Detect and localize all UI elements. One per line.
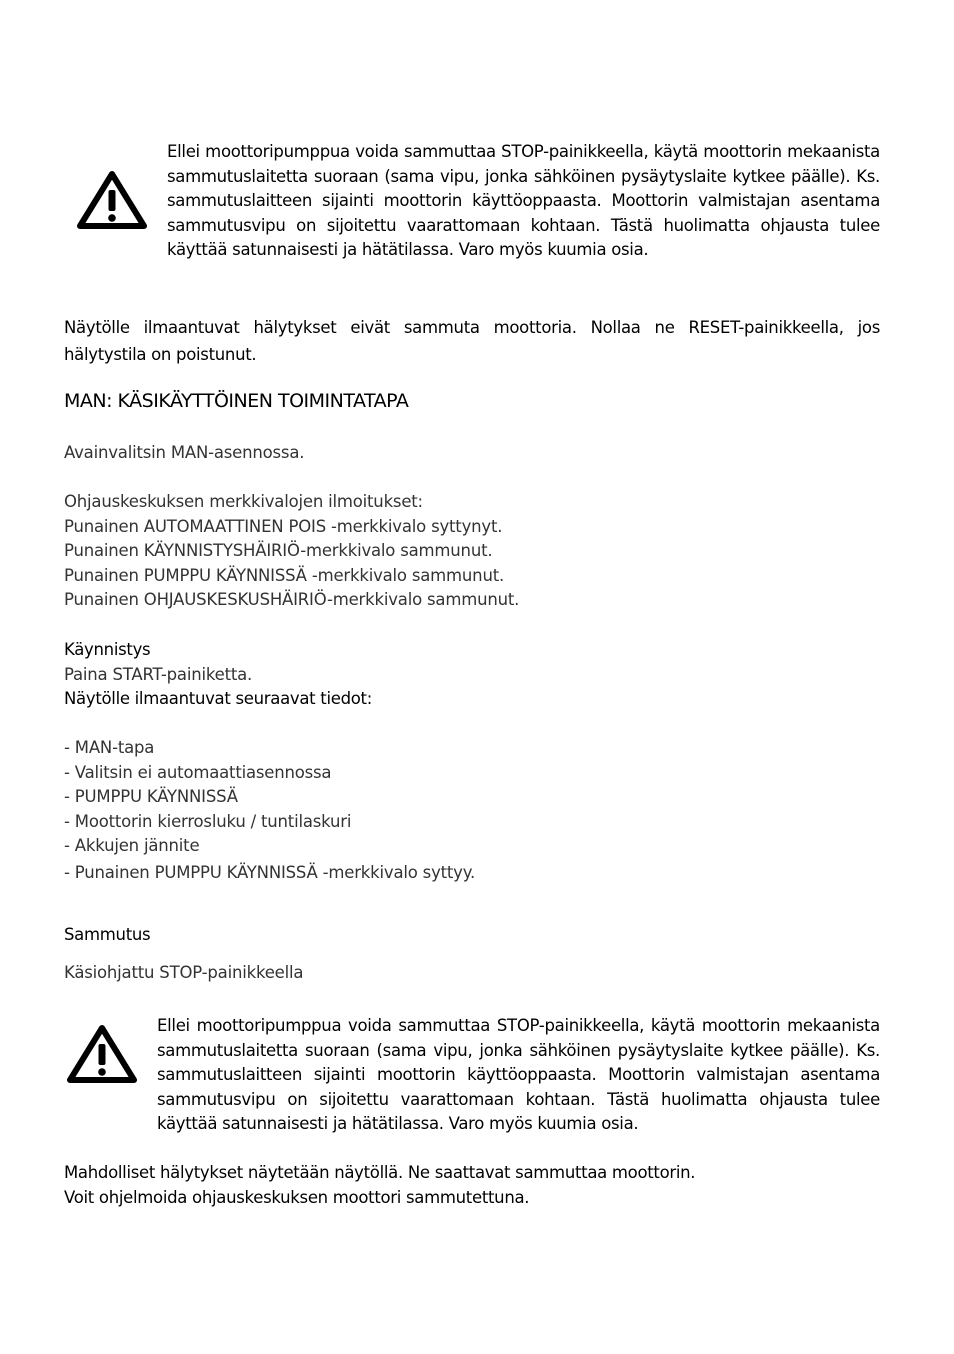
list-item: - Valitsin ei automaattiasennossa: [64, 762, 332, 782]
display-item-list: [64, 736, 880, 885]
warning-triangle-icon: [66, 1024, 138, 1084]
indicator-line: Punainen PUMPPU KÄYNNISSÄ -merkkivalo sammunut.: [64, 565, 505, 585]
stop-mode: Käsiohjattu STOP-painikkeella: [64, 963, 304, 982]
list-item: - Punainen PUMPPU KÄYNNISSÄ -merkkivalo syttyy.: [64, 862, 475, 882]
warning-paragraph: Ellei moottoripumppua voida sammuttaa STOP-painikkeella, käytä moottorin mekaanista sammutuslaitetta suoraan (sama vipu, jonka sähköinen pysäytyslaite kytkee päälle). Ks. sammutuslaitteen sijainti moottorin käyttöoppaasta. Moottorin valmistajan asentama sammutusvipu on sijoitettu vaarattomaan kohtaan. Tästä huolimatta ohjausta tulee käyttää satunnaisesti ja hätätilassa. Varo myös kuumia osia.: [167, 142, 880, 259]
stop-heading: Sammutus: [64, 925, 151, 944]
start-heading: Käynnistys: [64, 640, 151, 659]
alarm-note: Näytölle ilmaantuvat hälytykset eivät sammuta moottoria. Nollaa ne RESET-painikkeella, jos hälytystila on poistunut.: [64, 318, 880, 364]
indicator-intro: Ohjauskeskuksen merkkivalojen ilmoitukset:: [64, 492, 423, 511]
list-item: - MAN-tapa: [64, 738, 155, 757]
section-heading: MAN: KÄSIKÄYTTÖINEN TOIMINTATAPA: [64, 390, 409, 412]
key-selector-text: Avainvalitsin MAN-asennossa.: [64, 443, 305, 462]
start-section: [64, 638, 880, 712]
indicator-line: Punainen AUTOMAATTINEN POIS -merkkivalo syttynyt.: [64, 516, 503, 536]
list-item: - Akkujen jännite: [64, 836, 200, 855]
warning-triangle-icon: [76, 170, 148, 230]
display-intro: Näytölle ilmaantuvat seuraavat tiedot:: [64, 689, 372, 708]
stop-note: Mahdolliset hälytykset näytetään näytöllä. Ne saattavat sammuttaa moottorin.: [64, 1163, 696, 1182]
start-instruction: Paina START-painiketta.: [64, 664, 253, 684]
indicator-line: Punainen OHJAUSKESKUSHÄIRIÖ-merkkivalo sammunut.: [64, 590, 520, 609]
indicator-line: Punainen KÄYNNISTYSHÄIRIÖ-merkkivalo sammunut.: [64, 541, 493, 560]
list-item: - PUMPPU KÄYNNISSÄ: [64, 787, 238, 806]
indicator-list: [64, 490, 880, 613]
list-item: - Moottorin kierrosluku / tuntilaskuri: [64, 811, 352, 831]
warning-paragraph: Ellei moottoripumppua voida sammuttaa STOP-painikkeella, käytä moottorin mekaanista sammutuslaitetta suoraan (sama vipu, jonka sähköinen pysäytyslaite kytkee päälle). Ks. sammutuslaitteen sijainti moottorin käyttöoppaasta. Moottorin valmistajan asentama sammutusvipu on sijoitettu vaarattomaan kohtaan. Tästä huolimatta ohjausta tulee käyttää satunnaisesti ja hätätilassa. Varo myös kuumia osia.: [157, 1016, 880, 1133]
stop-note: Voit ohjelmoida ohjauskeskuksen moottori sammutettuna.: [64, 1187, 530, 1207]
stop-notes: [64, 1161, 880, 1210]
